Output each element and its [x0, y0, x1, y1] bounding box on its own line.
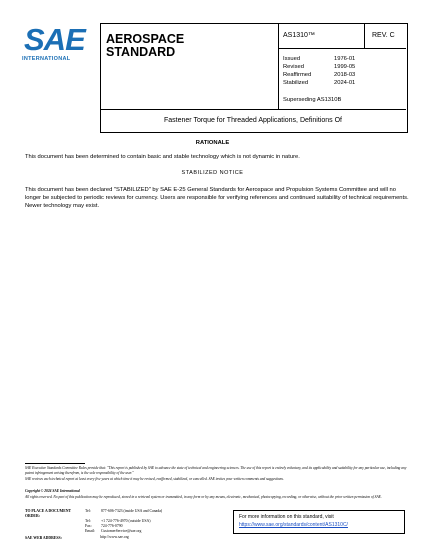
web-address-link[interactable]: http://www.sae.org — [100, 535, 129, 539]
standard-type: AEROSPACE STANDARD — [106, 32, 185, 59]
more-info-box — [233, 510, 405, 534]
divider — [364, 23, 365, 48]
divider — [278, 23, 279, 109]
footer-rights-text: All rights reserved. No part of this publication may be reproduced, stored in a retrieval system or transmitted, in any form or by any means, electronic, mechanical, photocopying, recording, or otherwise, without the prior written permission of SAE. — [25, 495, 382, 499]
stabilized-notice-text: This document has been declared "STABILIZED" by SAE E-25 General Standards for Aerospace and Propulsion Systems Committee and will no longer be subjected to periodic reviews for currency. Users are responsible for verifying references and continued suitability of technical requirements. Newer technology may exist. — [25, 187, 409, 209]
standard-link[interactable]: https://www.sae.org/standards/content/AS1310C/ — [239, 522, 348, 528]
order-info: TO PLACE A DOCUMENT ORDER: Tel: 877-606-7323 (inside USA and Canada) Tel: +1 724-776-4970 (outside USA) Fax: 724-776-0790 Email: CustomerService@sae.org — [25, 509, 163, 533]
divider — [100, 109, 406, 110]
date-row: Reaffirmed 2018-03 — [283, 72, 356, 78]
revision-label: REV. C — [372, 32, 395, 39]
document-title: Fastener Torque for Threaded Applications, Definitions Of — [164, 117, 342, 124]
divider — [278, 48, 406, 49]
sae-logo: SAE — [24, 22, 85, 57]
superseding-note: Superseding AS1310B — [283, 97, 342, 103]
footer-rules-text: SAE Executive Standards Committee Rules provide that: "This report is published by SAE to advance the state of technical and engineering sciences. The use of this report is entirely voluntary, and its applicability and suitability for any particular use, including any patent infringement arising therefrom, is the sole responsibility of the user." — [25, 466, 407, 475]
date-row: Revised 1999-05 — [283, 64, 356, 70]
web-address-label: SAE WEB ADDRESS: — [25, 536, 62, 540]
order-label: TO PLACE A DOCUMENT ORDER: — [25, 509, 71, 518]
rationale-text: This document has been determined to contain basic and stable technology which is not dynamic in nature. — [25, 154, 300, 160]
more-info-text: For more information on this standard, visit — [239, 514, 334, 520]
rationale-heading: RATIONALE — [195, 140, 230, 146]
document-number: AS1310™ — [283, 32, 315, 39]
dates-block — [283, 55, 355, 87]
footer-separator — [25, 463, 85, 464]
date-row: Issued 1976-01 — [283, 56, 356, 62]
sae-logo-subtitle: INTERNATIONAL — [22, 56, 71, 62]
stabilized-notice-heading: STABILIZED NOTICE — [181, 170, 244, 176]
footer-review-text: SAE reviews each technical report at least every five years at which time it may be revised, reaffirmed, stabilized, or cancelled. SAE invites your written comments and suggestions. — [25, 477, 284, 481]
copyright: Copyright © 2024 SAE International — [25, 489, 80, 493]
date-row: Stabilized 2024-01 — [283, 80, 356, 86]
